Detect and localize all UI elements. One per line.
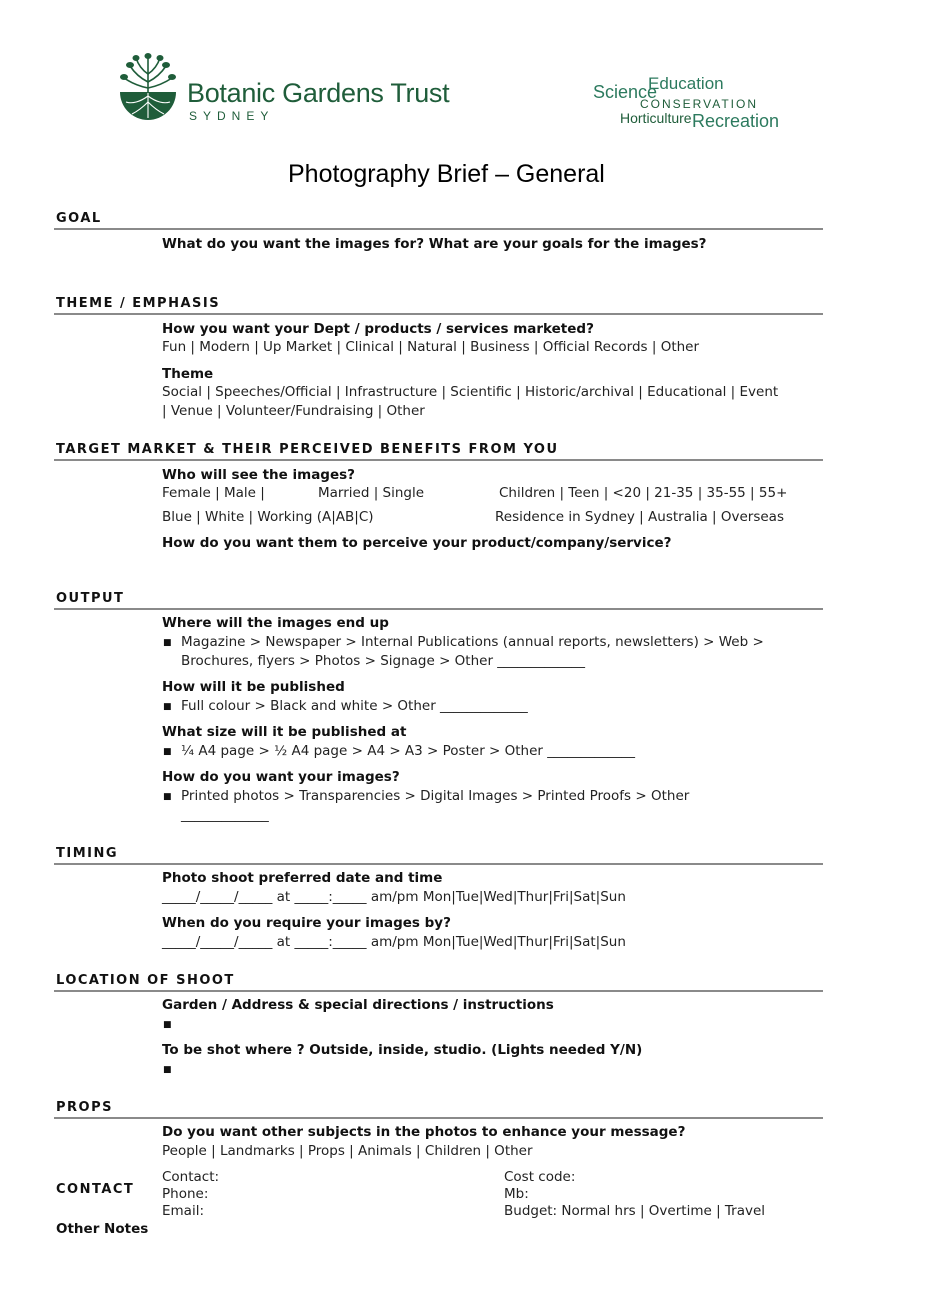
timing-shoot-line: _____/_____/_____ at _____:_____ am/pm Mon|Tue|Wed|Thur|Fri|Sat|Sun	[162, 889, 626, 905]
botanic-logo	[118, 52, 178, 124]
target-marital-options: Married | Single	[318, 485, 425, 501]
page-title: Photography Brief – General	[288, 160, 605, 188]
bullet: ■	[163, 1020, 172, 1030]
tree-icon	[118, 52, 178, 124]
section-divider	[54, 863, 823, 865]
target-perception-question: How do you want them to perceive your product/company/service?	[162, 535, 672, 551]
props-question: Do you want other subjects in the photos to enhance your message?	[162, 1124, 686, 1140]
section-output-heading: OUTPUT	[56, 591, 125, 606]
target-gender-options: Female | Male |	[162, 485, 265, 501]
section-goal-heading: GOAL	[56, 211, 102, 226]
theme-marketing-options: Fun | Modern | Up Market | Clinical | Natural | Business | Official Records | Other	[162, 339, 700, 355]
output-format-line1: Printed photos > Transparencies > Digital Images > Printed Proofs > Other	[181, 788, 690, 804]
timing-shoot-question: Photo shoot preferred date and time	[162, 870, 443, 886]
tag-recreation: Recreation	[692, 111, 780, 131]
section-divider	[54, 608, 823, 610]
budget-options: Budget: Normal hrs | Overtime | Travel	[504, 1203, 766, 1219]
bullet: ■	[163, 747, 172, 757]
mb-label: Mb:	[504, 1186, 529, 1202]
theme-options-line2: | Venue | Volunteer/Fundraising | Other	[162, 403, 425, 419]
timing-required-line: _____/_____/_____ at _____:_____ am/pm Mon|Tue|Wed|Thur|Fri|Sat|Sun	[162, 934, 626, 950]
section-location-heading: LOCATION OF SHOOT	[56, 973, 235, 988]
section-divider	[54, 459, 823, 461]
section-divider	[54, 990, 823, 992]
theme-options-line1: Social | Speeches/Official | Infrastructure | Scientific | Historic/archival | Educational | Event	[162, 384, 779, 400]
bullet: ■	[163, 1065, 172, 1075]
location-where-question: To be shot where ? Outside, inside, studio. (Lights needed Y/N)	[162, 1042, 643, 1058]
section-divider	[54, 228, 823, 230]
bullet: ■	[163, 702, 172, 712]
output-size-question: What size will it be published at	[162, 724, 407, 740]
tag-conservation: CONSERVATION	[640, 97, 759, 111]
output-destination-line1: Magazine > Newspaper > Internal Publications (annual reports, newsletters) > Web >	[181, 634, 764, 650]
section-timing-heading: TIMING	[56, 846, 119, 861]
output-format-line2: _____________	[181, 807, 269, 823]
bullet: ■	[163, 792, 172, 802]
output-publish-question: How will it be published	[162, 679, 345, 695]
section-theme-heading: THEME / EMPHASIS	[56, 296, 221, 311]
email-label: Email:	[162, 1203, 205, 1219]
location-address-question: Garden / Address & special directions / instructions	[162, 997, 554, 1013]
target-audience-question: Who will see the images?	[162, 467, 355, 483]
section-contact-heading: CONTACT	[56, 1182, 135, 1197]
section-divider	[54, 1117, 823, 1119]
other-notes-label: Other Notes	[56, 1221, 149, 1237]
cost-code-label: Cost code:	[504, 1169, 576, 1185]
org-city: SYDNEY	[189, 109, 275, 123]
org-name: Botanic Gardens Trust	[187, 78, 450, 108]
bullet: ■	[163, 638, 172, 648]
section-target-heading: TARGET MARKET & THEIR PERCEIVED BENEFITS FROM YOU	[56, 442, 559, 457]
goal-question: What do you want the images for? What are your goals for the images?	[162, 236, 707, 252]
timing-required-question: When do you require your images by?	[162, 915, 451, 931]
target-collar-options: Blue | White | Working (A|AB|C)	[162, 509, 374, 525]
target-residence-options: Residence in Sydney | Australia | Overseas	[495, 509, 784, 525]
output-destination-question: Where will the images end up	[162, 615, 389, 631]
section-divider	[54, 313, 823, 315]
section-props-heading: PROPS	[56, 1100, 113, 1115]
tag-science: Science	[593, 82, 658, 102]
output-format-question: How do you want your images?	[162, 769, 400, 785]
theme-marketing-question: How you want your Dept / products / services marketed?	[162, 321, 594, 337]
output-destination-line2: Brochures, flyers > Photos > Signage > Other _____________	[181, 653, 586, 669]
output-publish-options: Full colour > Black and white > Other _____________	[181, 698, 528, 714]
contact-label: Contact:	[162, 1169, 220, 1185]
tag-horticulture: Horticulture	[620, 110, 692, 126]
phone-label: Phone:	[162, 1186, 209, 1202]
output-size-options: ¼ A4 page > ½ A4 page > A4 > A3 > Poster > Other _____________	[181, 743, 636, 759]
props-options: People | Landmarks | Props | Animals | Children | Other	[162, 1143, 533, 1159]
target-age-options: Children | Teen | <20 | 21-35 | 35-55 | 55+	[499, 485, 788, 501]
tag-education: Education	[648, 74, 724, 93]
theme-question: Theme	[162, 366, 214, 382]
